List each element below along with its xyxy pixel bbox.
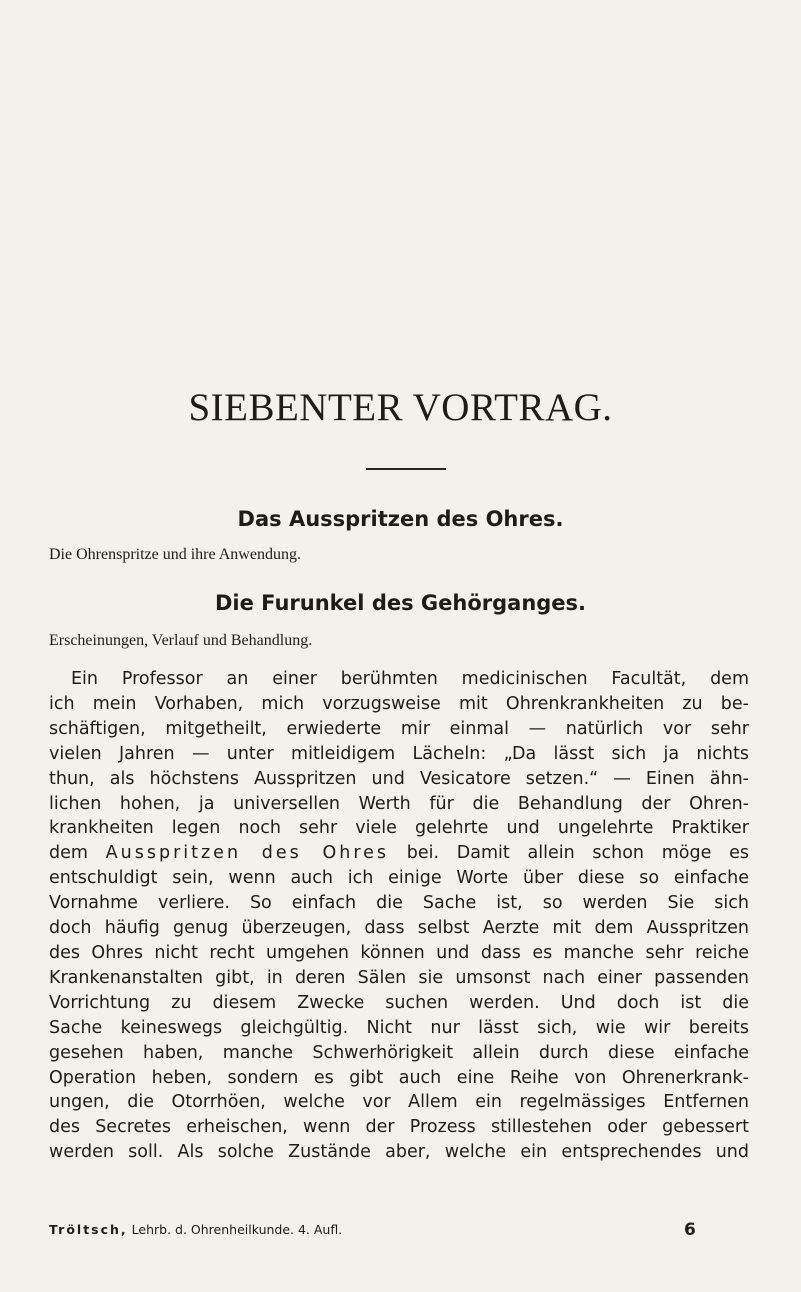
text-line-emphasis bbox=[49, 841, 749, 866]
section-subheading-erscheinungen: Erscheinungen, Verlauf und Behandlung. bbox=[49, 632, 313, 649]
signature-mark: 6 bbox=[684, 1220, 696, 1240]
footer-reference: Lehrb. d. Ohrenheilkunde. 4. Aufl. bbox=[131, 1222, 343, 1237]
spaced-emphasis: Ausspritzen des Ohres bbox=[105, 843, 390, 864]
text-line: ungen, die Otorrhöen, welche vor Allem ein regelmässiges Entfernen bbox=[49, 1092, 749, 1113]
page-footer bbox=[49, 1220, 749, 1240]
text-line: ich mein Vorhaben, mich vorzugsweise mit Ohrenkrankheiten zu be- bbox=[49, 693, 749, 714]
text-line: doch häufig genug überzeugen, dass selbst Aerzte mit dem Ausspritzen bbox=[49, 918, 749, 939]
text-line: des Ohres nicht recht umgehen können und dass es manche sehr reiche bbox=[49, 942, 749, 963]
section-subheading-ohrenspritze: Die Ohrenspritze und ihre Anwendung. bbox=[49, 546, 301, 563]
text-line: krankheiten legen noch sehr viele gelehrte und ungelehrte Praktiker bbox=[49, 818, 749, 839]
text-line: thun, als höchstens Ausspritzen und Vesicatore setzen.“ — Einen ähn- bbox=[49, 768, 749, 789]
chapter-title: SIEBENTER VORTRAG. bbox=[188, 386, 613, 429]
text-line: Vornahme verliere. So einfach die Sache ist, so werden Sie sich bbox=[49, 893, 749, 914]
line-suffix: bei. Damit allein schon möge es bbox=[406, 843, 749, 864]
text-line: Vorrichtung zu diesem Zwecke suchen werden. Und doch ist die bbox=[49, 992, 749, 1013]
text-line: des Secretes erheischen, wenn der Prozess stillestehen oder gebessert bbox=[49, 1117, 749, 1138]
section-heading-ausspritzen: Das Ausspritzen des Ohres. bbox=[237, 507, 564, 531]
footer-author: Tröltsch, bbox=[49, 1222, 128, 1237]
title-divider bbox=[366, 468, 446, 470]
text-line: Operation heben, sondern es gibt auch eine Reihe von Ohrenerkrank- bbox=[49, 1067, 749, 1088]
body-paragraph bbox=[49, 667, 749, 1165]
text-line: Ein Professor an einer berühmten medicinischen Facultät, dem bbox=[71, 669, 749, 689]
text-line: lichen hohen, ja universellen Werth für die Behandlung der Ohren- bbox=[49, 793, 749, 814]
text-line: schäftigen, mitgetheilt, erwiederte mir einmal — natürlich vor sehr bbox=[49, 718, 749, 739]
text-line: vielen Jahren — unter mitleidigem Lächeln: „Da lässt sich ja nichts bbox=[49, 743, 749, 764]
section-heading-furunkel: Die Furunkel des Gehörganges. bbox=[214, 591, 587, 615]
line-prefix: dem bbox=[49, 843, 88, 864]
text-line: werden soll. Als solche Zustände aber, welche ein entsprechendes und bbox=[49, 1142, 749, 1163]
text-line: entschuldigt sein, wenn auch ich einige Worte über diese so einfache bbox=[49, 868, 749, 889]
text-line: gesehen haben, manche Schwerhörigkeit allein durch diese einfache bbox=[49, 1042, 749, 1063]
text-line: Sache keineswegs gleichgültig. Nicht nur lässt sich, wie wir bereits bbox=[49, 1017, 749, 1038]
text-line: Krankenanstalten gibt, in deren Sälen sie umsonst nach einer passenden bbox=[49, 967, 749, 988]
